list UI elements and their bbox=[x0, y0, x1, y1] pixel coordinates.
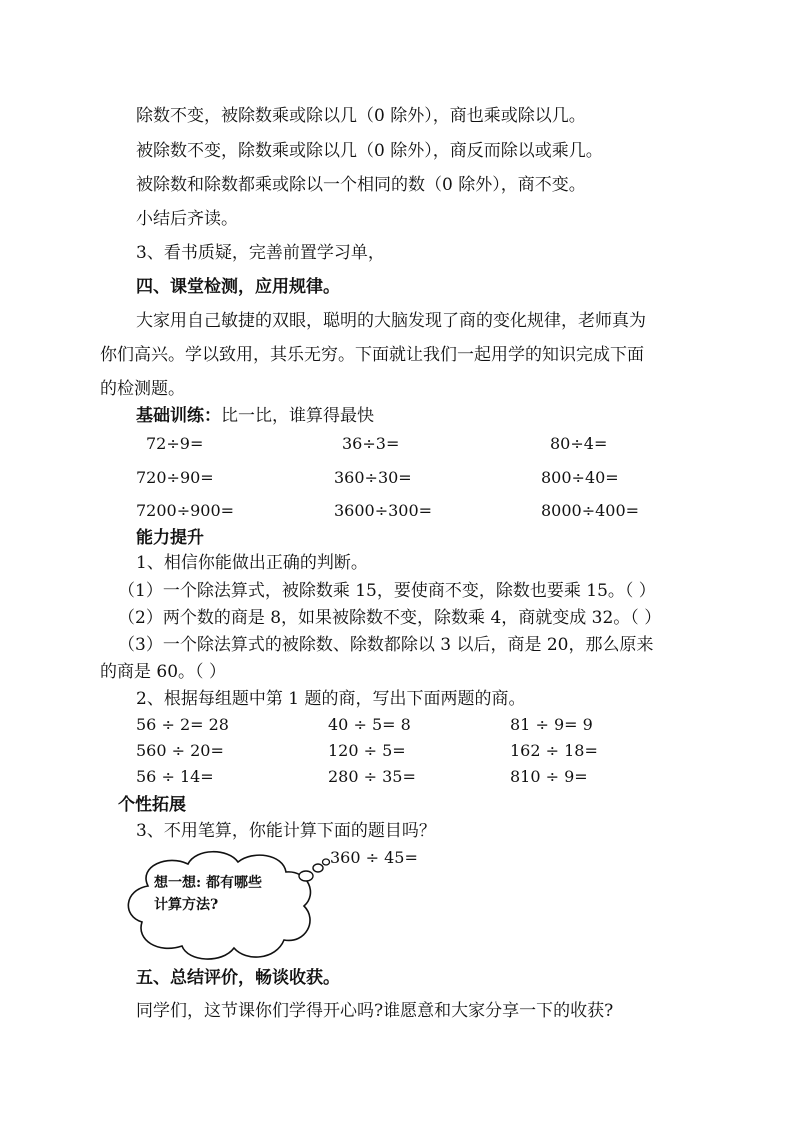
section-4-heading: 四、课堂检测，应用规律。 bbox=[136, 277, 340, 297]
basic-cell: 360÷30= bbox=[334, 468, 412, 487]
quotient-cell: 56 ÷ 14= bbox=[136, 767, 214, 786]
judge-item-1: （1）一个除法算式，被除数乘 15，要使商不变，除数也要乘 15。（ ） bbox=[118, 581, 656, 601]
rule-line-3: 被除数和除数都乘或除以一个相同的数（0 除外），商不变。 bbox=[136, 175, 586, 195]
quotient-cell: 40 ÷ 5= 8 bbox=[328, 715, 411, 734]
ability-heading: 能力提升 bbox=[136, 528, 204, 548]
section-4-para-1: 大家用自己敏捷的双眼，聪明的大脑发现了商的变化规律，老师真为 bbox=[136, 311, 646, 331]
quotient-cell: 280 ÷ 35= bbox=[328, 767, 416, 786]
basic-cell: 80÷4= bbox=[550, 434, 608, 453]
basic-cell: 8000÷400= bbox=[541, 501, 640, 520]
judge-item-3: （3）一个除法算式的被除数、除数都除以 3 以后，商是 20，那么原来 bbox=[118, 635, 654, 655]
ability-q2: 2、根据每组题中第 1 题的商，写出下面两题的商。 bbox=[136, 689, 526, 709]
summary-line: 小结后齐读。 bbox=[136, 209, 238, 229]
rule-line-2: 被除数不变，除数乘或除以几（0 除外），商反而除以或乘几。 bbox=[136, 141, 603, 161]
basic-training-line bbox=[136, 405, 374, 427]
basic-cell: 7200÷900= bbox=[136, 501, 235, 520]
section-5-heading: 五、总结评价，畅谈收获。 bbox=[136, 968, 340, 988]
basic-cell: 3600÷300= bbox=[334, 501, 433, 520]
quotient-cell: 56 ÷ 2= 28 bbox=[136, 715, 229, 734]
quotient-cell: 120 ÷ 5= bbox=[328, 741, 406, 760]
basic-cell: 800÷40= bbox=[541, 468, 619, 487]
thought-cloud-text: 想一想: 都有哪些计算方法? bbox=[154, 875, 263, 913]
quotient-cell: 162 ÷ 18= bbox=[510, 741, 598, 760]
quotient-cell: 810 ÷ 9= bbox=[510, 767, 588, 786]
judge-item-3-cont: 的商是 60。（ ） bbox=[100, 662, 226, 682]
extension-heading: 个性拓展 bbox=[118, 795, 186, 815]
quotient-cell: 81 ÷ 9= 9 bbox=[510, 715, 593, 734]
section-5-para: 同学们，这节课你们学得开心吗?谁愿意和大家分享一下的收获? bbox=[136, 1001, 614, 1021]
extension-expr: 360 ÷ 45= bbox=[330, 848, 418, 867]
judge-item-2: （2）两个数的商是 8，如果被除数不变，除数乘 4，商就变成 32。（ ） bbox=[118, 608, 662, 628]
section-4-para-3: 的检测题。 bbox=[100, 379, 185, 399]
section-4-para-2: 你们高兴。学以致用，其乐无穷。下面就让我们一起用学的知识完成下面 bbox=[100, 345, 644, 365]
basic-cell: 720÷90= bbox=[136, 468, 214, 487]
basic-training-label: 基础训练： bbox=[136, 406, 221, 426]
quotient-cell: 560 ÷ 20= bbox=[136, 741, 224, 760]
basic-training-title: 比一比，谁算得最快 bbox=[221, 406, 374, 426]
basic-cell: 36÷3= bbox=[342, 434, 400, 453]
basic-cell: 72÷9= bbox=[146, 434, 204, 453]
study-step-line: 3、看书质疑，完善前置学习单， bbox=[136, 243, 385, 263]
rule-line-1: 除数不变，被除数乘或除以几（0 除外），商也乘或除以几。 bbox=[136, 106, 586, 126]
ability-q1: 1、相信你能做出正确的判断。 bbox=[136, 553, 368, 573]
extension-q3: 3、不用笔算，你能计算下面的题目吗？ bbox=[136, 821, 436, 841]
